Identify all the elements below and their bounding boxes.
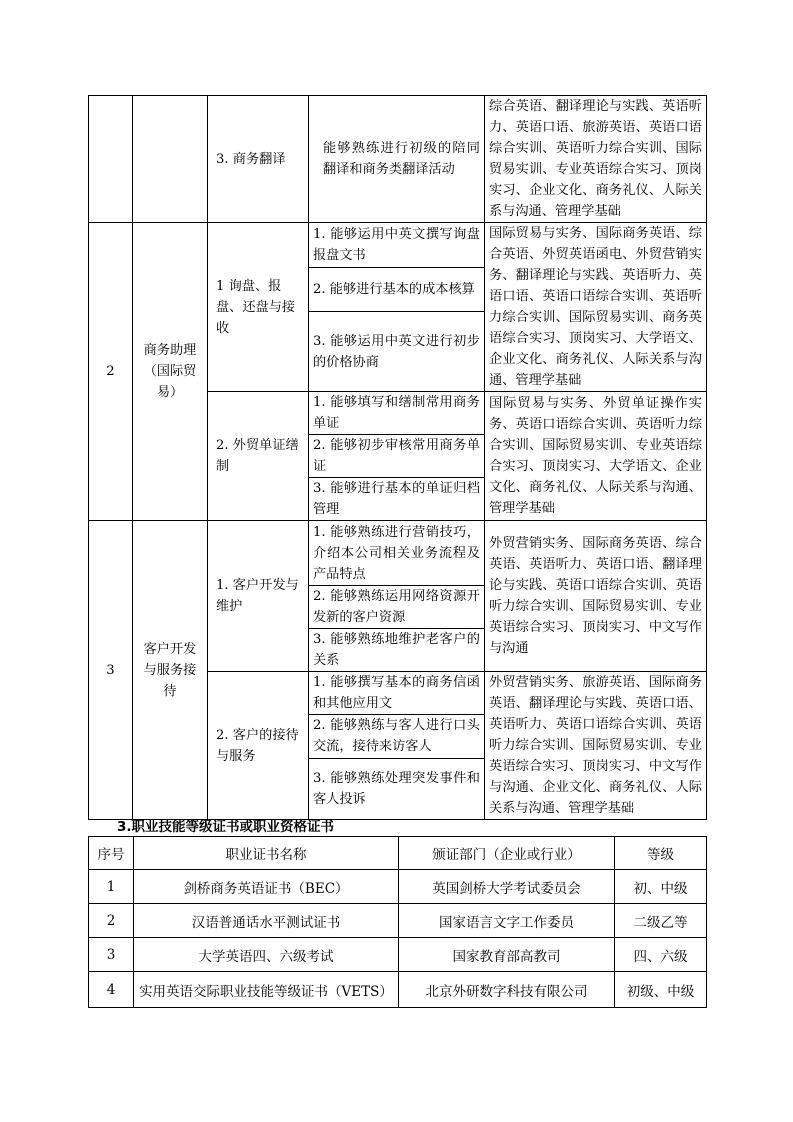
cert-name: 大学英语四、六级考试 bbox=[134, 938, 399, 972]
post-cell: 商务助理（国际贸易） bbox=[133, 223, 208, 521]
course-cell: 国际贸易与实务、国际商务英语、综合英语、外贸英语函电、外贸营销实务、翻译理论与实践、英语听力、英语口语、英语口语综合实训、英语听力综合实训、国际贸易实训、商务英语综合实习、顶岗实习、大学语文、企业文化、商务礼仪、人际关系与沟通、管理学基础 bbox=[485, 223, 707, 392]
certificate-table bbox=[88, 836, 707, 1008]
ability-cell: 3. 能够熟练地维护老客户的关系 bbox=[309, 629, 485, 672]
ability-cell: 3. 能够进行基本的单证归档管理 bbox=[309, 478, 485, 521]
task-cell: 1 询盘、报盘、还盘与接收 bbox=[208, 223, 309, 392]
cert-issuer: 英国剑桥大学考试委员会 bbox=[399, 870, 615, 904]
post-cell bbox=[133, 96, 208, 223]
cert-name: 汉语普通话水平测试证书 bbox=[134, 904, 399, 938]
task-cell: 3. 商务翻译 bbox=[208, 96, 309, 223]
cert-issuer: 北京外研数字科技有限公司 bbox=[399, 972, 615, 1008]
seq-cell: 2 bbox=[89, 223, 133, 521]
cert-level: 初、中级 bbox=[615, 870, 707, 904]
ability-cell: 2. 能够初步审核常用商务单证 bbox=[309, 435, 485, 478]
course-cell: 综合英语、翻译理论与实践、英语听力、英语口语、旅游英语、英语口语综合实训、英语听力综合实训、国际贸易实训、专业英语综合实习、顶岗实习、企业文化、商务礼仪、人际关系与沟通、管理学基础 bbox=[485, 96, 707, 223]
ability-cell: 3. 能够运用中英文进行初步的价格协商 bbox=[309, 312, 485, 392]
section-title: 3.职业技能等级证书或职业资格证书 bbox=[117, 819, 335, 835]
table-row bbox=[89, 938, 707, 972]
course-cell: 国际贸易与实务、外贸单证操作实务、英语口语综合实训、英语听力综合实训、国际贸易实训、专业英语综合实习、顶岗实习、大学语文、企业文化、商务礼仪、人际关系与沟通、管理学基础 bbox=[485, 392, 707, 521]
cert-seq: 3 bbox=[89, 938, 134, 972]
ability-cell: 2. 能够进行基本的成本核算 bbox=[309, 267, 485, 312]
cert-name: 实用英语交际职业技能等级证书（VETS） bbox=[134, 972, 399, 1008]
table-header-row bbox=[89, 837, 707, 870]
course-cell: 外贸营销实务、国际商务英语、综合英语、英语听力、英语口语、翻译理论与实践、英语口语综合实训、英语听力综合实训、国际贸易实训、专业英语综合实习、顶岗实习、中文写作与沟通 bbox=[485, 521, 707, 672]
course-cell: 外贸营销实务、旅游英语、国际商务英语、翻译理论与实践、英语口语、英语听力、英语口语综合实训、英语听力综合实训、国际贸易实训、专业英语综合实习、顶岗实习、中文写作与沟通、企业文化、商务礼仪、人际关系与沟通、管理学基础 bbox=[485, 672, 707, 820]
task-cell: 1. 客户开发与维护 bbox=[208, 521, 309, 672]
header-cert-name: 职业证书名称 bbox=[134, 837, 399, 870]
seq-cell bbox=[89, 96, 133, 223]
cert-seq: 2 bbox=[89, 904, 134, 938]
ability-cell: 1. 能够撰写基本的商务信函和其他应用文 bbox=[309, 672, 485, 715]
table-row bbox=[89, 904, 707, 938]
ability-cell: 1. 能够熟练进行营销技巧，介绍本公司相关业务流程及产品特点 bbox=[309, 521, 485, 586]
job-duties-table bbox=[88, 95, 707, 820]
ability-cell: 能够熟练进行初级的陪同翻译和商务类翻译活动 bbox=[309, 96, 485, 223]
seq-cell: 3 bbox=[89, 521, 133, 820]
header-issuer: 颁证部门（企业或行业） bbox=[399, 837, 615, 870]
cert-level: 初级、中级 bbox=[615, 972, 707, 1008]
ability-cell: 1. 能够填写和缮制常用商务单证 bbox=[309, 392, 485, 435]
table-row bbox=[89, 223, 707, 268]
cert-seq: 4 bbox=[89, 972, 134, 1008]
cert-level: 二级乙等 bbox=[615, 904, 707, 938]
ability-cell: 2. 能够熟练运用网络资源开发新的客户资源 bbox=[309, 586, 485, 629]
table-row bbox=[89, 972, 707, 1008]
post-cell: 客户开发与服务接待 bbox=[133, 521, 208, 820]
cert-level: 四、六级 bbox=[615, 938, 707, 972]
table-row bbox=[89, 96, 707, 223]
cert-name: 剑桥商务英语证书（BEC） bbox=[134, 870, 399, 904]
ability-cell: 1. 能够运用中英文撰写询盘报盘文书 bbox=[309, 223, 485, 268]
table-row bbox=[89, 870, 707, 904]
cert-issuer: 国家教育部高教司 bbox=[399, 938, 615, 972]
task-cell: 2. 客户的接待与服务 bbox=[208, 672, 309, 820]
cert-issuer: 国家语言文字工作委员 bbox=[399, 904, 615, 938]
header-level: 等级 bbox=[615, 837, 707, 870]
table-row bbox=[89, 521, 707, 586]
cert-seq: 1 bbox=[89, 870, 134, 904]
ability-cell: 2. 能够熟练与客人进行口头交流，接待来访客人 bbox=[309, 715, 485, 758]
ability-cell: 3. 能够熟练处理突发事件和客人投诉 bbox=[309, 758, 485, 819]
task-cell: 2. 外贸单证缮制 bbox=[208, 392, 309, 521]
header-seq: 序号 bbox=[89, 837, 134, 870]
